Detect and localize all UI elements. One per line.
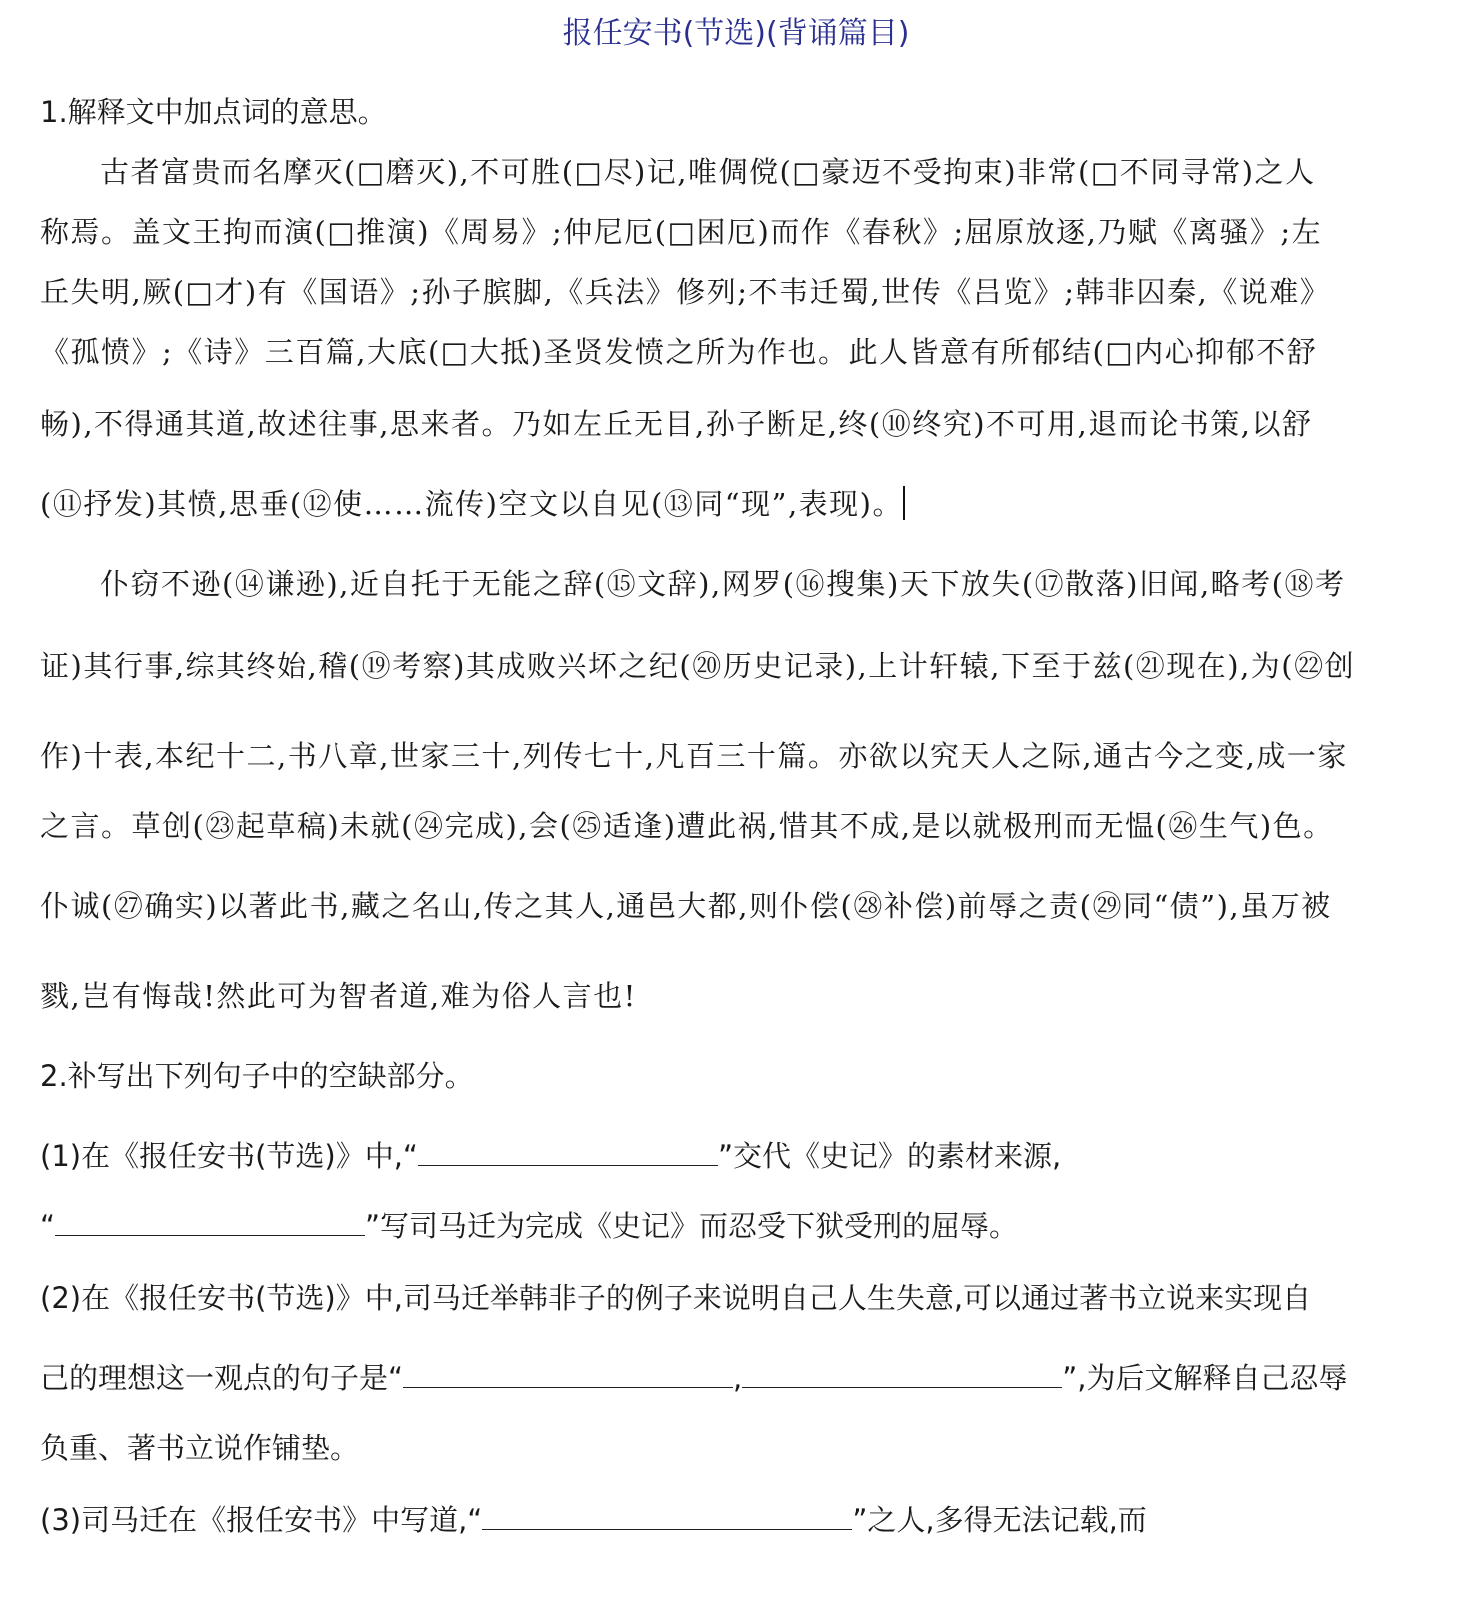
q2-1-prefix: (1)在《报任安书(节选)》中,“: [40, 1139, 418, 1173]
question-2-heading: 2.补写出下列句子中的空缺部分。: [40, 1059, 474, 1093]
passage1-line-4: 《孤愤》;《诗》三百篇,大底(□大抵)圣贤发愤之所为作也。此人皆意有所郁结(□内心抑郁不舒: [40, 335, 1318, 369]
passage1-line-2: 称焉。盖文王拘而演(□推演)《周易》;仲尼厄(□困厄)而作《春秋》;屈原放逐,乃赋《离骚》;左: [40, 215, 1323, 249]
q2-3-suffix: ”之人,多得无法记载,而: [852, 1503, 1147, 1537]
answer-blank-5[interactable]: [482, 1503, 852, 1530]
passage2-line-1: 仆窃不逊(⑭谦逊),近自托于无能之辞(⑮文辞),网罗(⑯搜集)天下放失(⑰散落)旧闻,略考(⑱考: [100, 567, 1346, 601]
question-2-2-line-3: 负重、著书立说作铺垫。: [40, 1431, 360, 1465]
question-2-3-line-1: [40, 1498, 1147, 1539]
question-2-1-line-2: [40, 1204, 1018, 1245]
q2-1-suffix: ”交代《史记》的素材来源,: [717, 1139, 1062, 1173]
q2-2-suffix: ”,为后文解释自己忍辱: [1062, 1361, 1348, 1395]
answer-blank-2[interactable]: [55, 1209, 365, 1236]
passage2-line-6: 戮,岂有悔哉!然此可为智者道,难为俗人言也!: [40, 979, 637, 1013]
passage1-line-6: [40, 482, 905, 523]
q2-2-prefix: 己的理想这一观点的句子是“: [40, 1361, 404, 1395]
q2-1-tail: ”写司马迁为完成《史记》而忍受下狱受刑的屈辱。: [365, 1209, 1019, 1243]
page-title: 报任安书(节选)(背诵篇目): [562, 16, 910, 51]
answer-blank-1[interactable]: [418, 1139, 718, 1166]
passage2-line-2: 证)其行事,综其终始,稽(⑲考察)其成败兴坏之纪(⑳历史记录),上计轩辕,下至于兹(㉑现在),为(㉒创: [40, 649, 1356, 683]
passage1-line-1: 古者富贵而名摩灭(□磨灭),不可胜(□尽)记,唯倜傥(□豪迈不受拘束)非常(□不同寻常)之人: [100, 155, 1316, 189]
question-2-1-line-1: [40, 1134, 1061, 1175]
passage1-line-6-text: (⑪抒发)其愤,思垂(⑫使……流传)空文以自见(⑬同“现”,表现)。: [40, 487, 903, 521]
q2-1-open-quote: “: [40, 1209, 56, 1243]
passage1-line-3: 丘失明,厥(□才)有《国语》;孙子膑脚,《兵法》修列;不韦迁蜀,世传《吕览》;韩非囚秦,《说难》: [40, 275, 1331, 309]
passage2-line-4: 之言。草创(㉓起草稿)未就(㉔完成),会(㉕适逢)遭此祸,惜其不成,是以就极刑而无愠(㉖生气)色。: [40, 809, 1334, 843]
passage2-line-5: 仆诚(㉗确实)以著此书,藏之名山,传之其人,通邑大都,则仆偿(㉘补偿)前辱之责(㉙同“债”),虽万被: [40, 889, 1332, 923]
question-2-2-line-1: (2)在《报任安书(节选)》中,司马迁举韩非子的例子来说明自己人生失意,可以通过著书立说来实现自: [40, 1281, 1312, 1315]
q2-2-comma: ,: [733, 1361, 743, 1395]
q2-3-prefix: (3)司马迁在《报任安书》中写道,“: [40, 1503, 483, 1537]
text-cursor: [903, 486, 905, 520]
passage1-line-5: 畅),不得通其道,故述往事,思来者。乃如左丘无目,孙子断足,终(⑩终究)不可用,退而论书策,以舒: [40, 407, 1313, 441]
question-2-2-line-2: [40, 1356, 1348, 1397]
question-1-heading: 1.解释文中加点词的意思。: [40, 95, 387, 129]
passage2-line-3: 作)十表,本纪十二,书八章,世家三十,列传七十,凡百三十篇。亦欲以究天人之际,通古今之变,成一家: [40, 739, 1348, 773]
answer-blank-4[interactable]: [742, 1361, 1062, 1388]
answer-blank-3[interactable]: [403, 1361, 733, 1388]
